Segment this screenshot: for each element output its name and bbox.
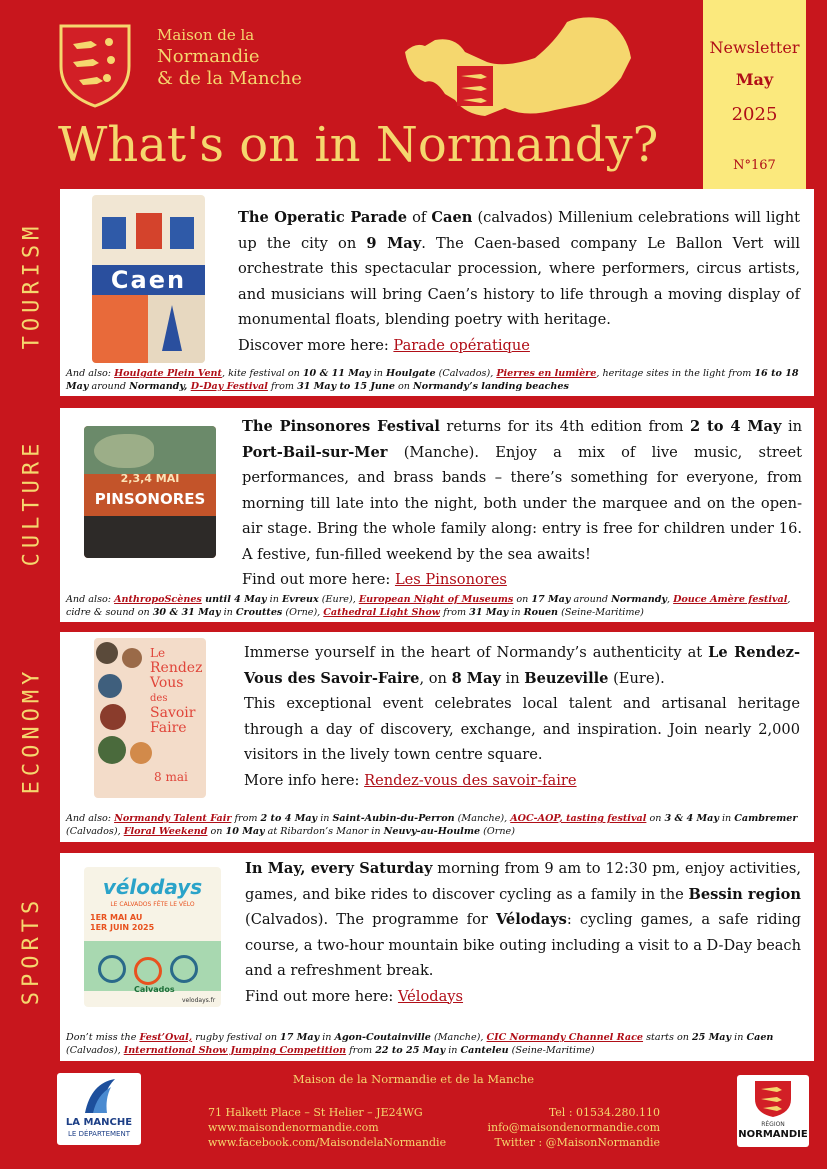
la-manche-logo-text: LA MANCHE [65, 1117, 133, 1128]
cathedral-light-link[interactable]: Cathedral Light Show [323, 607, 441, 618]
floral-weekend-link[interactable]: Floral Weekend [123, 826, 208, 837]
talent-fair-link[interactable]: Normandy Talent Fair [114, 813, 232, 824]
footer-title: Maison de la Normandie et de la Manche [292, 1072, 535, 1086]
section-label-tourism: TOURISM [19, 221, 45, 349]
la-manche-logo-icon [57, 1073, 141, 1117]
footer-website[interactable]: www.maisondenormandie.com [208, 1121, 379, 1134]
footer-address: 71 Halkett Place – St Helier – JE24WG [208, 1106, 423, 1119]
footer-contact-right [470, 1105, 660, 1150]
newsletter-issue: N°167 [733, 158, 776, 173]
culture-section [60, 408, 814, 622]
dday-festival-link[interactable]: D-Day Festival [190, 381, 268, 392]
region-logo-label: RÉGION [761, 1121, 785, 1128]
culture-text: The Pinsonores Festival returns for its 4th edition from 2 to 4 May in Port-Bail-sur-Mer (Manche). Enjoy a mix of live music, street performances, and brass bands – there’s something for everyone, from morning till late into the night, both under the marquee and on the open-air stage. Bring the whole family along: entry is free for children under 16. A festive, fun-filled weekend by the sea awaits! Find out more here: Les Pinsonores [242, 418, 803, 588]
footer-tel: Tel : 01534.280.110 [548, 1106, 660, 1119]
aoc-aop-link[interactable]: AOC-AOP, tasting festival [510, 813, 647, 824]
channel-race-link[interactable]: CIC Normandy Channel Race [486, 1032, 644, 1043]
culture-also: And also: AnthropoScènes until 4 May in Evreux (Eure), European Night of Museums on 17 May around Normandy, Douce Amère festival, cidre & sound on 30 & 31 May in Crouttes (Orne), Cathedral Light Show from 31 May in Rouen (Seine-Maritime) [66, 594, 791, 618]
savoir-faire-poster[interactable]: Le Rendez Vous des Savoir Faire 8 mai [94, 638, 206, 798]
footer-email[interactable]: info@maisondenormandie.com [487, 1121, 660, 1134]
sports-text: In May, every Saturday morning from 9 am to 12:30 pm, enjoy activities, games, and bike rides to discover cycling as a family in the Bessin region (Calvados). The programme for Vélodays: cycling games, a safe riding course, a two-hour mountain bike outing including a visit to a D-Day beach and a refreshment break. Find out more here: Vélodays [245, 860, 801, 1005]
night-of-museums-link[interactable]: European Night of Museums [358, 594, 514, 605]
pinsonores-link[interactable]: Les Pinsonores [394, 571, 507, 588]
footer-twitter[interactable]: Twitter : @MaisonNormandie [494, 1136, 660, 1149]
organisation-name: Maison de la Normandie & de la Manche [157, 26, 302, 89]
parade-link[interactable]: Parade opératique [393, 336, 530, 354]
douce-amere-link[interactable]: Douce Amère festival [673, 594, 788, 605]
region-normandie-shield-icon [737, 1075, 809, 1119]
caen-parade-poster[interactable]: Caen [92, 195, 205, 363]
newsletter-year: 2025 [731, 104, 778, 125]
normandy-map-icon [395, 12, 635, 120]
tourism-section [60, 189, 814, 396]
newsletter-label: Newsletter [709, 38, 800, 57]
tourism-also: And also: Houlgate Plein Vent, kite festival on 10 & 11 May in Houlgate (Calvados), Pierres en lumière, heritage sites in the light from 16 to 18 May around Normandy, D-Day Festival from 31 May to 15 June on Normandy’s landing beaches [66, 368, 799, 392]
newsletter-badge [703, 0, 806, 200]
section-label-culture: CULTURE [19, 438, 45, 567]
houlgate-link[interactable]: Houlgate Plein Vent [114, 368, 222, 379]
sports-also: Don’t miss the Fest’Oval, rugby festival on 17 May in Agon-Coutainville (Manche), CIC Normandy Channel Race starts on 25 May in Caen (Calvados), International Show Jumping Competition from 22 to 25 May in Canteleu (Seine-Maritime) [66, 1032, 774, 1056]
section-label-economy: ECONOMY [19, 666, 45, 794]
newsletter-month: May [735, 70, 774, 89]
economy-text: Immerse yourself in the heart of Normandy’s authenticity at Le Rendez-Vous des Savoir-Faire, on 8 May in Beuzeville (Eure). This exceptional event celebrates local talent and artisanal heritage through a day of discovery, exchange, and inspiration. Join nearly 2,000 visitors in the lively town centre square. More info here: Rendez-vous des savoir-faire [244, 644, 801, 789]
tourism-text: The Operatic Parade of Caen (calvados) Millenium celebrations will light up the city on 9 May. The Caen-based company Le Ballon Vert will orchestrate this spectacular procession, where performers, circus artists, and musicians will bring Caen’s history to life through a moving display of monumental floats, blending poetry with heritage. Discover more here: Parade opératique [238, 209, 800, 354]
velodays-poster[interactable]: vélodays LE CALVADOS FÊTE LE VÉLO 1ER MAI AU 1ER JUIN 2025 Calvados velodays.fr [84, 867, 221, 1007]
region-logo-text: NORMANDIE [738, 1129, 808, 1140]
economy-also: And also: Normandy Talent Fair from 2 to 4 May in Saint-Aubin-du-Perron (Manche), AOC-AOP, tasting festival on 3 & 4 May in Cambremer (Calvados), Floral Weekend on 10 May at Ribardon’s Manor in Neuvy-au-Houlme (Orne) [66, 813, 798, 837]
coat-of-arms-icon [57, 22, 133, 108]
la-manche-logo-subtext: LE DÉPARTEMENT [68, 1130, 130, 1138]
pierres-link[interactable]: Pierres en lumière [496, 368, 597, 379]
economy-section [60, 632, 814, 842]
show-jumping-link[interactable]: International Show Jumping Competition [123, 1045, 347, 1056]
footer-facebook[interactable]: www.facebook.com/MaisondelaNormandie [208, 1136, 447, 1149]
savoir-faire-link[interactable]: Rendez-vous des savoir-faire [364, 771, 577, 789]
la-manche-logo[interactable] [57, 1073, 141, 1145]
page-title: What's on in Normandy? [58, 117, 659, 173]
velodays-link[interactable]: Vélodays [397, 987, 464, 1005]
festoval-link[interactable]: Fest’Oval, [139, 1032, 193, 1043]
section-label-sports: SPORTS [19, 895, 45, 1005]
anthroposcenes-link[interactable]: AnthropoScènes [114, 594, 202, 605]
pinsonores-poster[interactable]: 2,3,4 MAI PINSONORES [84, 426, 216, 558]
sports-section [60, 853, 814, 1061]
region-normandie-logo[interactable] [737, 1075, 809, 1147]
footer-contact-left [208, 1105, 446, 1150]
